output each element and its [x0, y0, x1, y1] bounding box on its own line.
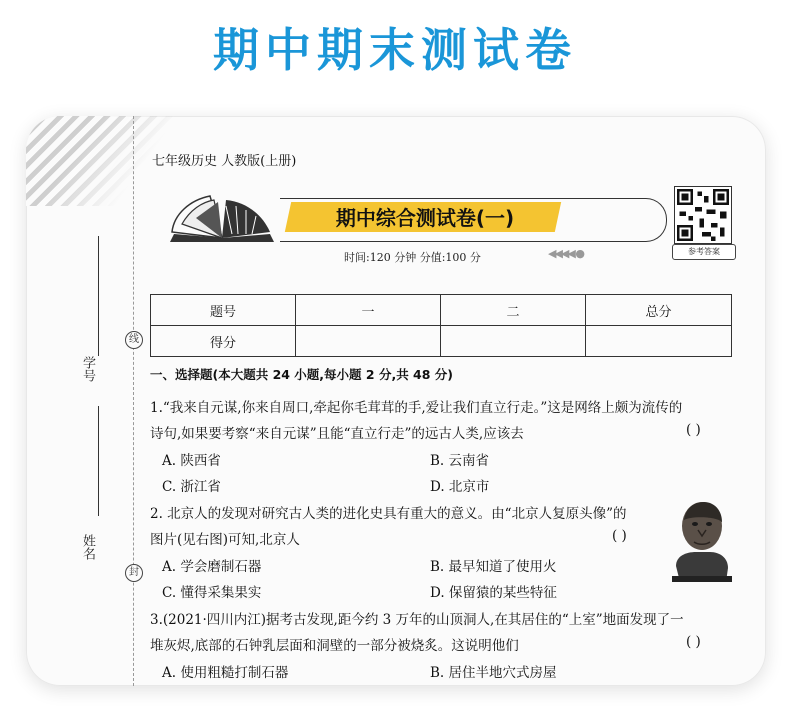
exam-paper [26, 116, 766, 686]
q2-answer-paren[interactable]: ( ) [612, 528, 627, 544]
q2-option-c: C. 懂得采集果实 [162, 585, 262, 601]
xingming-line [98, 406, 99, 516]
q1-option-b: B. 云南省 [430, 453, 490, 469]
q2-line2: 图片(见右图)可知,北京人 [150, 532, 300, 548]
score-input-cell[interactable] [296, 326, 441, 357]
binding-mark-feng: 封 [125, 564, 143, 582]
q2-option-d: D. 保留猿的某些特征 [430, 585, 557, 601]
subject-line: 七年级历史 人教版(上册) [152, 154, 297, 169]
exam-meta: 时间:120 分钟 分值:100 分 [344, 251, 481, 264]
peking-man-bust-image [666, 496, 738, 582]
table-row [151, 295, 732, 326]
arrows-icon: ◀◀◀◀ ● [548, 247, 583, 260]
q3-answer-paren[interactable]: ( ) [686, 634, 701, 650]
q1-option-d: D. 北京市 [430, 479, 490, 495]
table-cell: 题号 [151, 295, 296, 326]
score-input-cell[interactable] [586, 326, 732, 357]
q1-line1: 1.“我来自元谋,你来自周口,牵起你毛茸茸的手,爱让我们直立行走。”这是网络上颇为流传的 [150, 400, 683, 416]
q1-line2: 诗句,如果要考察“来自元谋”且能“直立行走”的远古人类,应该去 [150, 426, 524, 442]
banner-title: 期中期末测试卷 [213, 23, 577, 77]
score-table [150, 294, 732, 357]
table-cell: 得分 [151, 326, 296, 357]
table-cell: 一 [296, 295, 441, 326]
xuehao-line [98, 236, 99, 356]
exam-title: 期中综合测试卷(一) [335, 206, 515, 230]
binding-dashed-line [133, 116, 135, 686]
table-row [151, 326, 732, 357]
q2-option-a: A. 学会磨制石器 [162, 559, 262, 575]
xingming-label: 姓名 [80, 534, 95, 560]
qr-code-icon[interactable] [674, 186, 732, 244]
qr-answer-label: 参考答案 [672, 244, 736, 260]
q1-option-c: C. 浙江省 [162, 479, 221, 495]
binding-mark-xian: 线 [125, 331, 143, 349]
score-input-cell[interactable] [441, 326, 586, 357]
xuehao-label: 学号 [80, 356, 95, 382]
q2-option-b: B. 最早知道了使用火 [430, 559, 557, 575]
table-cell: 二 [441, 295, 586, 326]
q3-line1: 3.(2021·四川内江)据考古发现,距今约 3 万年的山顶洞人,在其居住的“上室”地面发现了一 [150, 612, 684, 628]
open-book-icon [166, 194, 278, 246]
q3-option-b: B. 居住半地穴式房屋 [430, 665, 557, 681]
q1-option-a: A. 陕西省 [162, 453, 221, 469]
q3-option-a: A. 使用粗糙打制石器 [162, 665, 289, 681]
q2-line1: 2. 北京人的发现对研究古人类的进化史具有重大的意义。由“北京人复原头像”的 [150, 506, 627, 522]
q3-line2: 堆灰烬,底部的石钟乳层面和洞壁的一部分被烧炙。这说明他们 [150, 638, 519, 654]
q1-answer-paren[interactable]: ( ) [686, 422, 701, 438]
table-cell: 总分 [586, 295, 732, 326]
section-heading: 一、选择题(本大题共 24 小题,每小题 2 分,共 48 分) [150, 367, 454, 382]
